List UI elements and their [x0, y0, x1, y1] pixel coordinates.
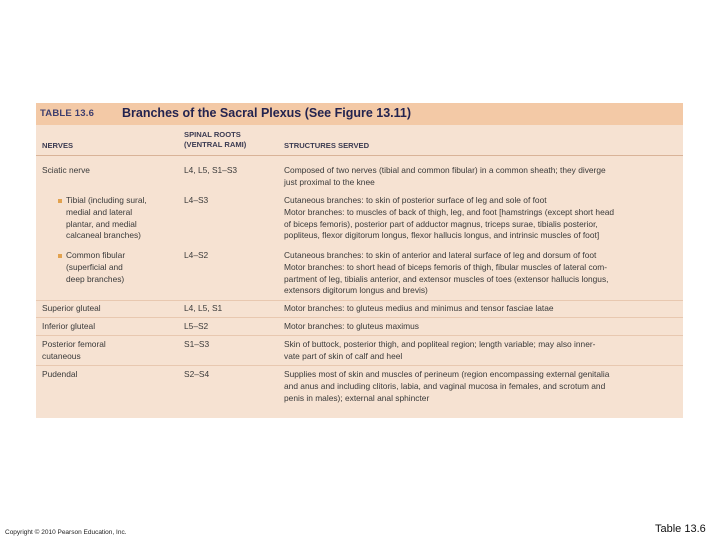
roots-cell: L4–S3 [184, 195, 209, 205]
roots-cell: L5–S2 [184, 321, 209, 331]
nerve-cell: Inferior gluteal [42, 321, 96, 331]
nerve-cell: Common fibular (superficial and deep branches) [66, 250, 126, 284]
bullet-icon [58, 199, 62, 203]
nerve-cell: Superior gluteal [42, 303, 101, 313]
structures-cell: Cutaneous branches: to skin of posterior surface of leg and sole of foot Motor branches: to muscles of back of thigh, leg, and foot [hamstrings (except short head of biceps femoris), posterior part of adductor magnus, triceps surae, tibialis posterior, popliteus, flexor digitorum longus, flexor hallucis longus, and intrinsic muscles of foot] [284, 195, 615, 241]
nerve-cell: Posterior femoral cutaneous [42, 339, 106, 361]
table-number: TABLE 13.6 [40, 108, 95, 119]
header-divider [36, 155, 683, 156]
table-header-band [36, 103, 683, 125]
structures-cell: Composed of two nerves (tibial and common fibular) in a common sheath; they diverge just proximal to the knee [284, 165, 606, 187]
structures-cell: Motor branches: to gluteus medius and minimus and tensor fasciae latae [284, 303, 554, 313]
column-header-nerves: NERVES [42, 141, 74, 150]
nerve-cell: Sciatic nerve [42, 165, 90, 175]
roots-cell: L4–S2 [184, 250, 209, 260]
structures-cell: Supplies most of skin and muscles of perineum (region encompassing external genitalia and anus and including clitoris, labia, and vaginal mucosa in females, and scrotum and penis in males); external anal sphincter [284, 369, 610, 403]
sacral-plexus-table [36, 103, 683, 418]
structures-cell: Cutaneous branches: to skin of anterior and lateral surface of leg and dorsum of foot Motor branches: to short head of biceps femoris of thigh, fibular muscles of lateral com- partment of leg, tibialis anterior, and extensor muscles of toes (extensor hallucis longus, extensors digitorum longus and brevis) [284, 250, 609, 296]
roots-cell: L4, L5, S1–S3 [184, 165, 238, 175]
roots-cell: S2–S4 [184, 369, 210, 379]
slide-caption: Table 13.6 [655, 523, 706, 535]
column-header-roots-line1: SPINAL ROOTS [184, 130, 241, 139]
column-header-roots-line2: (VENTRAL RAMI) [184, 140, 247, 149]
structures-cell: Motor branches: to gluteus maximus [284, 321, 419, 331]
row-divider [36, 317, 683, 318]
roots-cell: L4, L5, S1 [184, 303, 223, 313]
column-header-structures: STRUCTURES SERVED [284, 141, 370, 150]
table-title: Branches of the Sacral Plexus (See Figure 13.11) [122, 106, 412, 120]
copyright-notice: Copyright © 2010 Pearson Education, Inc. [5, 529, 127, 536]
row-divider [36, 335, 683, 336]
column-header-roots [184, 130, 246, 150]
nerve-cell: Tibial (including sural, medial and lateral plantar, and medial calcaneal branches) [66, 195, 147, 241]
bullet-icon [58, 254, 62, 258]
row-divider [36, 365, 683, 366]
structures-cell: Skin of buttock, posterior thigh, and popliteal region; length variable; may also inner- vate part of skin of calf and heel [284, 339, 596, 361]
nerve-cell: Pudendal [42, 369, 78, 379]
roots-cell: S1–S3 [184, 339, 210, 349]
row-divider [36, 300, 683, 301]
